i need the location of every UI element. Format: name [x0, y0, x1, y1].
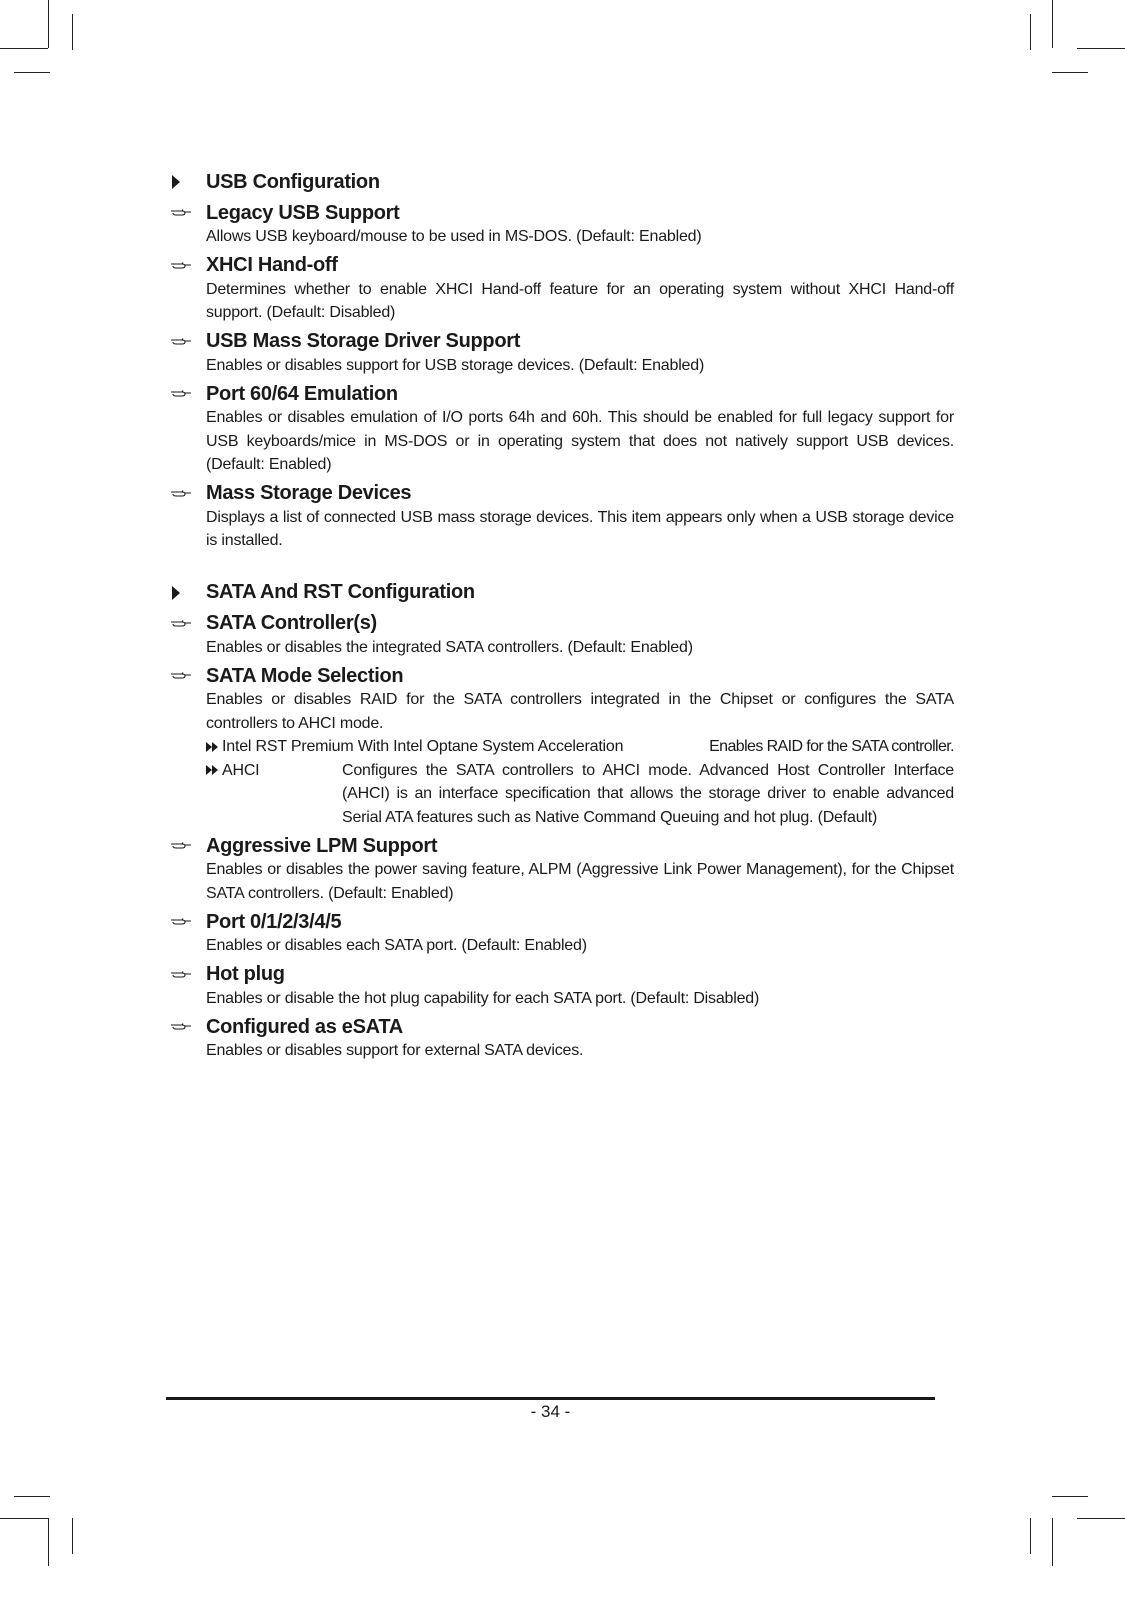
item-title: Mass Storage Devices [206, 482, 412, 504]
item-usb-mass-storage-driver [170, 330, 954, 378]
pointing-hand-icon [170, 917, 206, 927]
option-row [206, 735, 954, 759]
item-description: Enables or disables the integrated SATA controllers. (Default: Enabled) [206, 638, 693, 656]
option-description: Enables RAID for the SATA controller. [709, 738, 954, 755]
item-description: Enables or disables emulation of I/O ports 64h and 60h. This should be enabled for full legacy support for USB keyboards/mice in MS-DOS or in operating system that does not natively support USB devices. (Default: Enabled) [206, 409, 954, 473]
option-name: AHCI [222, 761, 260, 779]
item-description: Enables or disables RAID for the SATA controllers integrated in the Chipset or configures the SATA controllers to AHCI mode. [206, 691, 954, 732]
item-description: Allows USB keyboard/mouse to be used in MS-DOS. (Default: Enabled) [206, 228, 702, 245]
crop-mark [1052, 1518, 1053, 1566]
crop-mark [14, 72, 50, 73]
item-description: Enables or disables the power saving feature, ALPM (Aggressive Link Power Management), for the Chipset SATA controllers. (Default: Enabled) [206, 861, 954, 902]
item-title: Hot plug [206, 963, 285, 985]
item-title: Port 0/1/2/3/4/5 [206, 910, 342, 933]
page-number: - 34 - [530, 1402, 571, 1421]
crop-mark [0, 1518, 48, 1519]
item-description: Enables or disables each SATA port. (Default: Enabled) [206, 937, 587, 954]
crop-mark [48, 1518, 49, 1566]
crop-mark [1052, 72, 1088, 73]
item-sata-controllers [170, 612, 954, 660]
pointing-hand-icon [170, 208, 206, 218]
item-title: Port 60/64 Emulation [206, 382, 398, 405]
double-arrow-icon [206, 742, 218, 752]
item-title: Legacy USB Support [206, 201, 400, 224]
option-list [206, 735, 954, 829]
pointing-hand-icon [170, 1022, 206, 1032]
item-port-6064-emulation [170, 382, 954, 477]
item-description: Displays a list of connected USB mass storage devices. This item appears only when a USB storage device is installed. [206, 508, 954, 549]
section-heading-sata: SATA And RST Configuration [170, 579, 954, 607]
item-description: Enables or disables support for external SATA devices. [206, 1042, 584, 1059]
crop-mark [1052, 0, 1053, 48]
pointing-hand-icon [170, 489, 206, 499]
pointing-hand-icon [170, 389, 206, 399]
item-title: SATA Mode Selection [206, 664, 404, 687]
pointing-hand-icon [170, 841, 206, 851]
option-name: Intel RST Premium With Intel Optane System Acceleration [222, 738, 624, 755]
item-description: Enables or disable the hot plug capability for each SATA port. (Default: Disabled) [206, 989, 760, 1007]
footer-rule [166, 1397, 935, 1400]
crop-mark [1077, 48, 1125, 49]
option-row [206, 759, 954, 830]
item-legacy-usb [170, 201, 954, 249]
section-heading-usb: USB Configuration [170, 168, 954, 196]
item-xhci-handoff [170, 254, 954, 325]
item-title: Aggressive LPM Support [206, 834, 438, 857]
item-aggressive-lpm [170, 834, 954, 905]
item-mass-storage-devices [170, 482, 954, 553]
item-sata-mode-selection [170, 664, 954, 829]
double-arrow-icon [206, 765, 218, 775]
crop-mark [1030, 14, 1031, 50]
pointing-hand-icon [170, 337, 206, 347]
item-configured-as-esata [170, 1015, 954, 1063]
item-title: SATA Controller(s) [206, 612, 377, 634]
item-title: Configured as eSATA [206, 1015, 403, 1038]
option-description: Configures the SATA controllers to AHCI mode. Advanced Host Controller Interface (AHCI) is an interface specification that allows the storage driver to enable advanced Serial ATA features such as Native Command Queuing and hot plug. (Default) [342, 761, 954, 826]
manual-content [170, 168, 954, 1063]
crop-mark [0, 48, 48, 49]
triangle-bullet-icon [172, 175, 180, 189]
item-hot-plug [170, 963, 954, 1011]
pointing-hand-icon [170, 970, 206, 980]
crop-mark [72, 14, 73, 50]
crop-mark [72, 1518, 73, 1554]
item-description: Determines whether to enable XHCI Hand-off feature for an operating system without XHCI Hand-off support. (Default: Disabled) [206, 280, 954, 321]
crop-mark [1077, 1518, 1125, 1519]
pointing-hand-icon [170, 261, 206, 271]
item-description: Enables or disables support for USB storage devices. (Default: Enabled) [206, 356, 705, 374]
crop-mark [14, 1496, 50, 1497]
pointing-hand-icon [170, 671, 206, 681]
crop-mark [48, 0, 49, 48]
item-port-012345 [170, 910, 954, 958]
crop-mark [1030, 1518, 1031, 1554]
crop-mark [1052, 1496, 1088, 1497]
pointing-hand-icon [170, 619, 206, 629]
item-title: XHCI Hand-off [206, 254, 338, 276]
item-title: USB Mass Storage Driver Support [206, 330, 521, 352]
triangle-bullet-icon [172, 586, 180, 600]
